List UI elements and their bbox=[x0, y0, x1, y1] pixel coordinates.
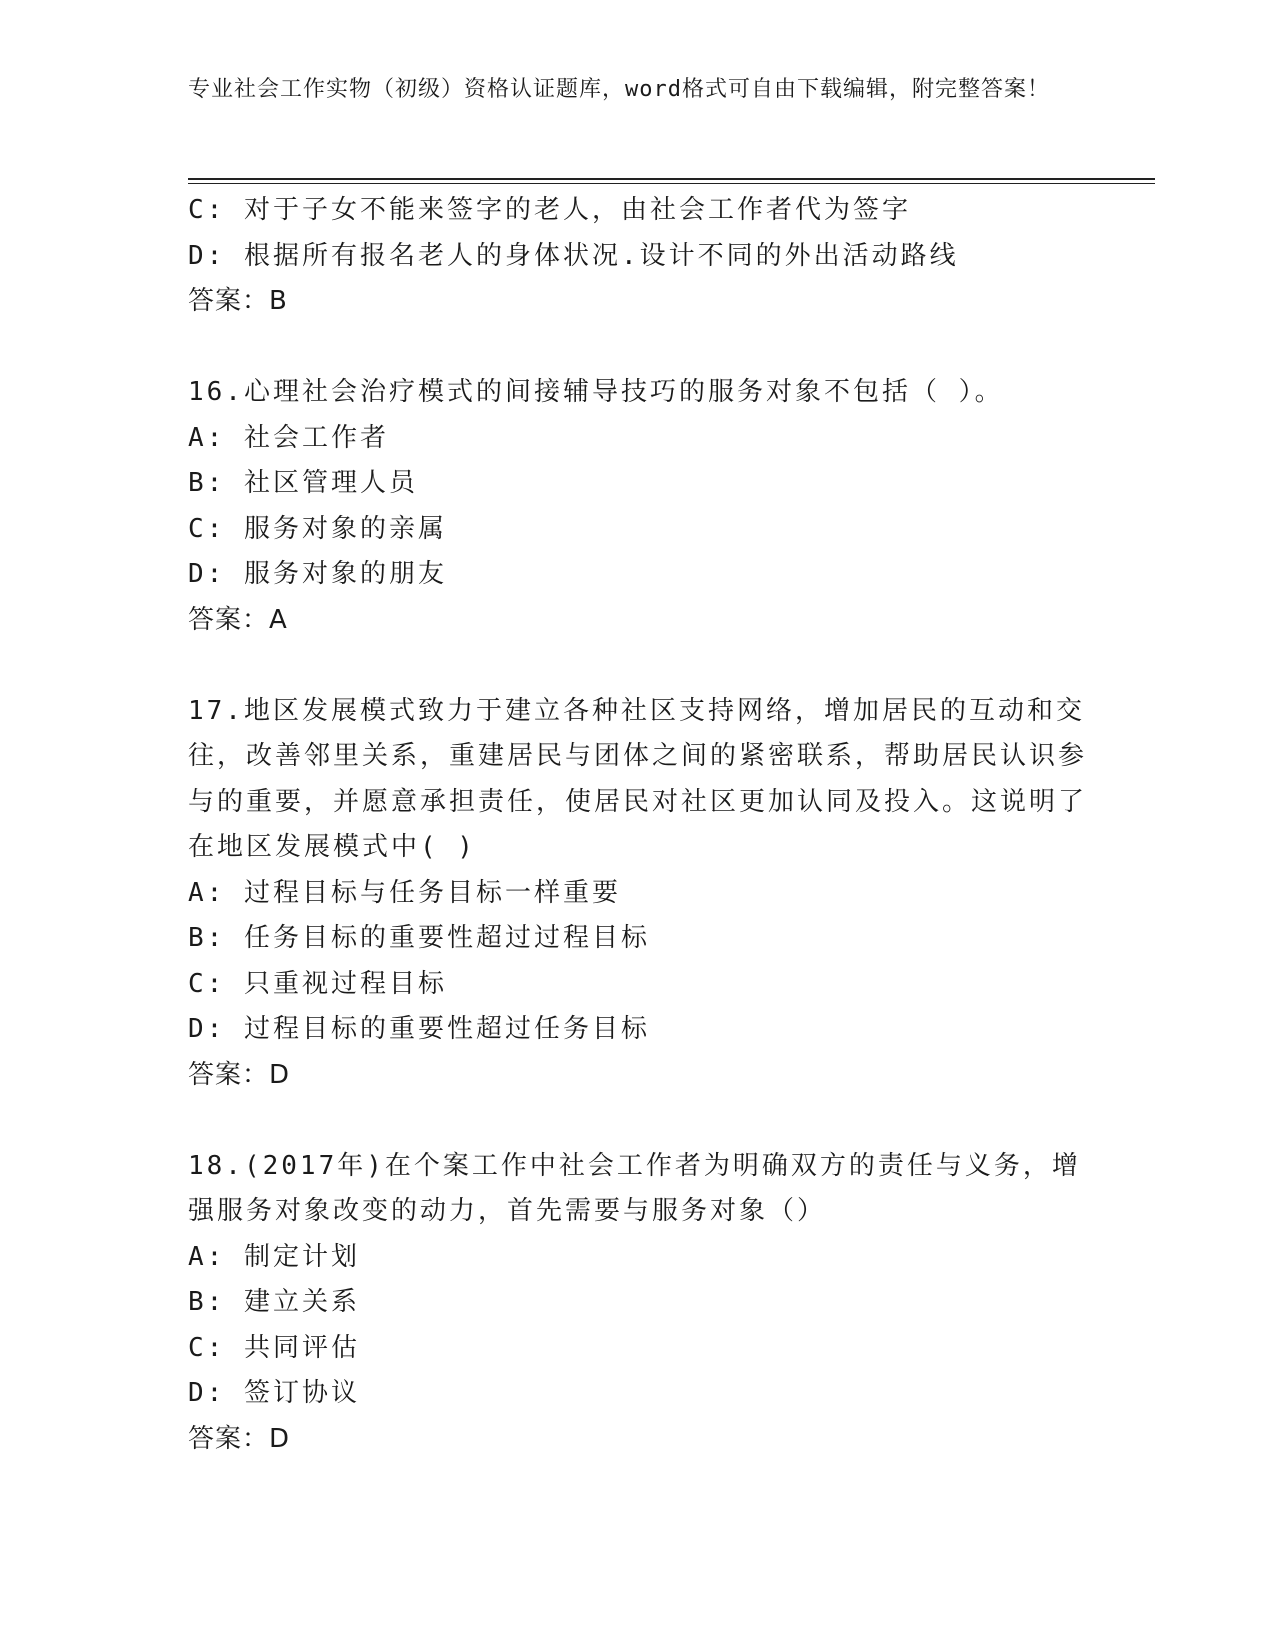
header-divider-thick bbox=[188, 178, 1155, 180]
option-a: A: 社会工作者 bbox=[188, 422, 389, 453]
option-b: B: 任务目标的重要性超过过程目标 bbox=[188, 923, 650, 953]
option-a: A: 制定计划 bbox=[188, 1241, 360, 1272]
question-stem: 17.地区发展模式致力于建立各种社区支持网络，增加居民的互动和交往，改善邻里关系，重建居民与团体之间的紧密联系，帮助居民认识参与的重要，并愿意承担责任，使居民对社区更加认同及投入。这说明了在地区发展模式中( ) bbox=[188, 695, 1088, 862]
question-16 bbox=[188, 370, 1088, 643]
option-d: D: 根据所有报名老人的身体状况.设计不同的外出活动路线 bbox=[188, 240, 959, 271]
option-c: C: 只重视过程目标 bbox=[188, 968, 447, 999]
option-b: B: 建立关系 bbox=[188, 1287, 360, 1317]
question-15-continued bbox=[188, 188, 1088, 325]
answer-line: 答案：D bbox=[188, 1423, 291, 1454]
option-b: B: 社区管理人员 bbox=[188, 468, 418, 498]
spacer bbox=[188, 325, 1088, 371]
option-c: C: 共同评估 bbox=[188, 1332, 360, 1363]
option-d: D: 服务对象的朋友 bbox=[188, 559, 447, 589]
option-a: A: 过程目标与任务目标一样重要 bbox=[188, 877, 621, 908]
question-17 bbox=[188, 689, 1088, 1099]
document-header: 专业社会工作实物（初级）资格认证题库，word格式可自由下载编辑，附完整答案！ bbox=[188, 77, 1050, 102]
answer-line: 答案：D bbox=[188, 1059, 291, 1090]
question-list bbox=[188, 188, 1088, 1462]
option-d: D: 签订协议 bbox=[188, 1378, 360, 1408]
option-d: D: 过程目标的重要性超过任务目标 bbox=[188, 1014, 650, 1044]
spacer bbox=[188, 1098, 1088, 1144]
question-stem: 18.(2017年)在个案工作中社会工作者为明确双方的责任与义务，增强服务对象改变的动力，首先需要与服务对象（） bbox=[188, 1150, 1081, 1226]
option-c: C: 服务对象的亲属 bbox=[188, 513, 447, 544]
spacer bbox=[188, 643, 1088, 689]
question-18 bbox=[188, 1144, 1088, 1463]
answer-line: 答案：B bbox=[188, 286, 288, 316]
option-c: C: 对于子女不能来签字的老人，由社会工作者代为签字 bbox=[188, 195, 911, 225]
question-stem: 16.心理社会治疗模式的间接辅导技巧的服务对象不包括（ ）。 bbox=[188, 377, 1004, 407]
answer-line: 答案：A bbox=[188, 604, 288, 635]
header-divider-thin bbox=[188, 183, 1155, 184]
